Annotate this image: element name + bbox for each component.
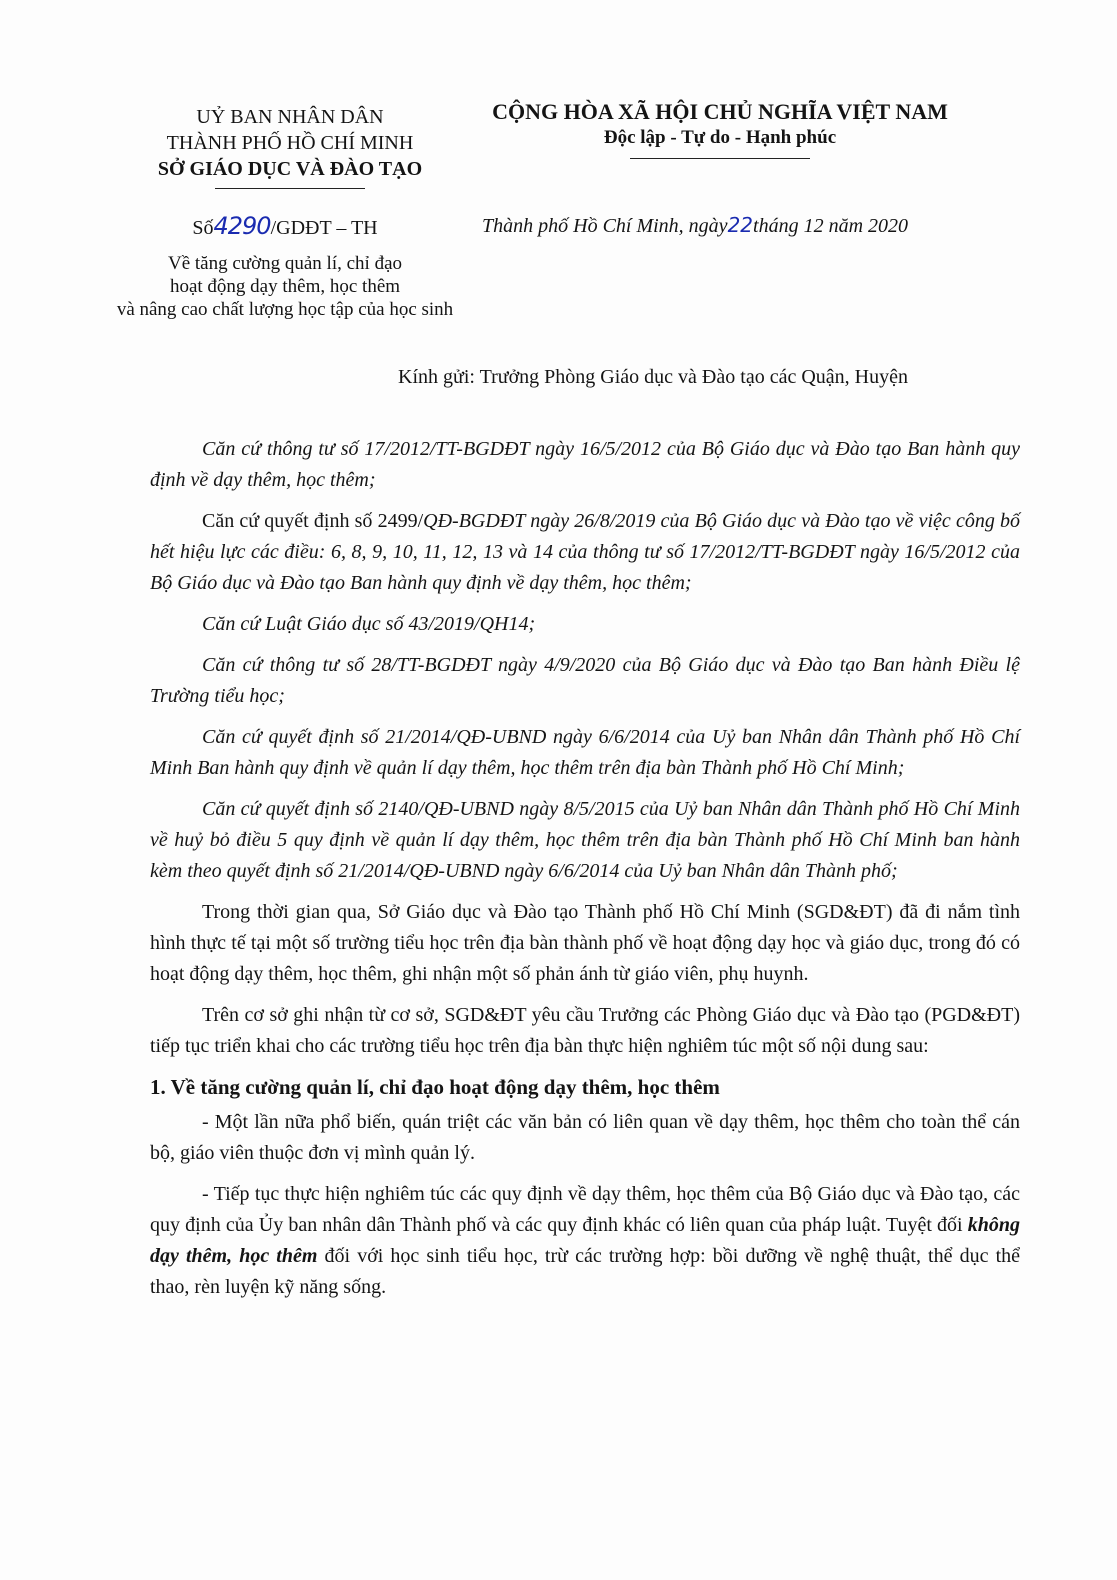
recipient-line: Kính gửi: Trưởng Phòng Giáo dục và Đào tạo các Quận, Huyện [398,366,908,388]
doc-number-prefix: Số [192,217,214,239]
date-before: Thành phố Hồ Chí Minh, ngày [482,215,728,237]
agency-line-1: UỶ BAN NHÂN DÂN [196,106,384,128]
subject-line-1: Về tăng cường quản lí, chỉ đạo [167,253,403,274]
context-paragraph: Trong thời gian qua, Sở Giáo dục và Đào tạo Thành phố Hồ Chí Minh (SGD&ĐT) đã đi nắm tình hình thực tế tại một số trường tiểu học trên địa bàn thành phố về hoạt động dạy học và giáo dục, trong đó có hoạt động dạy thêm, học thêm, ghi nhận một số phản ánh từ giáo viên, phụ huynh. [150,901,1020,985]
document-number [120,213,450,241]
document-body [150,434,1020,1313]
request-paragraph: Trên cơ sở ghi nhận từ cơ sở, SGD&ĐT yêu cầu Trưởng các Phòng Giáo dục và Đào tạo (PGD&ĐT) tiếp tục triển khai cho các trường tiểu học trên địa bàn thực hiện nghiêm túc một số nội dung sau: [150,1004,1020,1057]
national-motto: Độc lập - Tự do - Hạnh phúc [603,127,837,148]
date-line [482,212,982,239]
document-subject [95,252,475,321]
agency-line-2: THÀNH PHỐ HỒ CHÍ MINH [166,132,414,154]
national-title: CỘNG HÒA XÃ HỘI CHỦ NGHĨA VIỆT NAM [492,99,948,124]
doc-number-suffix: /GDĐT – TH [270,217,378,239]
item-2-emphasis: không dạy thêm, học thêm [150,1214,1020,1267]
national-header-block [470,98,970,159]
basis-2-start: Căn cứ quyết định số 2499/ [202,510,424,532]
item-2-end: đối với học sinh tiểu học, trừ các trường hợp: bồi dưỡng về nghệ thuật, thể dục thể thao, rèn luyện kỹ năng sống. [150,1245,1020,1298]
subject-line-2: hoạt động dạy thêm, học thêm [169,276,401,297]
agency-line-3: SỞ GIÁO DỤC VÀ ĐÀO TẠO [157,158,423,180]
item-paragraph-1: - Một lần nữa phổ biến, quán triệt các văn bản có liên quan về dạy thêm, học thêm cho toàn thể cán bộ, giáo viên thuộc đơn vị mình quản lý. [150,1111,1020,1164]
agency-divider [215,188,365,189]
basis-2-rest: QĐ-BGDĐT ngày 26/8/2019 của Bộ Giáo dục và Đào tạo về việc công bố hết hiệu lực các điều: 6, 8, 9, 10, 11, 12, 13 và 14 của thông tư số 17/2012/TT-BGDĐT ngày 16/5/2012 của Bộ Giáo dục và Đào tạo Ban hành quy định về dạy thêm, học thêm; [150,510,1021,594]
basis-paragraph-4: Căn cứ thông tư số 28/TT-BGDĐT ngày 4/9/2020 của Bộ Giáo dục và Đào tạo Ban hành Điều lệ Trường tiểu học; [150,654,1020,707]
issuing-agency-block [140,104,440,189]
item-2-start: - Tiếp tục thực hiện nghiêm túc các quy định về dạy thêm, học thêm của Bộ Giáo dục và Đào tạo, các quy định của Ủy ban nhân dân Thành phố và các quy định khác có liên quan của pháp luật. Tuyệt đối [150,1183,1020,1236]
section-heading-1: 1. Về tăng cường quản lí, chỉ đạo hoạt động dạy thêm, học thêm [150,1075,720,1099]
basis-paragraph-5: Căn cứ quyết định số 21/2014/QĐ-UBND ngày 6/6/2014 của Uỷ ban Nhân dân Thành phố Hồ Chí Minh Ban hành quy định về quản lí dạy thêm, học thêm trên địa bàn Thành phố Hồ Chí Minh; [150,726,1020,779]
doc-number-handwritten: 4290 [213,212,271,240]
motto-divider [630,158,810,159]
basis-paragraph-3: Căn cứ Luật Giáo dục số 43/2019/QH14; [202,613,536,635]
basis-paragraph-2 [150,506,1020,599]
subject-line-3: và nâng cao chất lượng học tập của học sinh [116,299,454,320]
basis-paragraph-6: Căn cứ quyết định số 2140/QĐ-UBND ngày 8/5/2015 của Uỷ ban Nhân dân Thành phố Hồ Chí Minh về huỷ bỏ điều 5 quy định về quản lí dạy thêm, học thêm trên địa bàn Thành phố Hồ Chí Minh ban hành kèm theo quyết định số 21/2014/QĐ-UBND ngày 6/6/2014 của Uỷ ban Nhân dân Thành phố; [150,798,1020,882]
date-after: tháng 12 năm 2020 [753,215,909,237]
item-paragraph-2 [150,1179,1020,1303]
basis-paragraph-1: Căn cứ thông tư số 17/2012/TT-BGDĐT ngày 16/5/2012 của Bộ Giáo dục và Đào tạo Ban hành quy định về dạy thêm, học thêm; [150,438,1020,491]
date-day-handwritten: 22 [727,213,754,237]
